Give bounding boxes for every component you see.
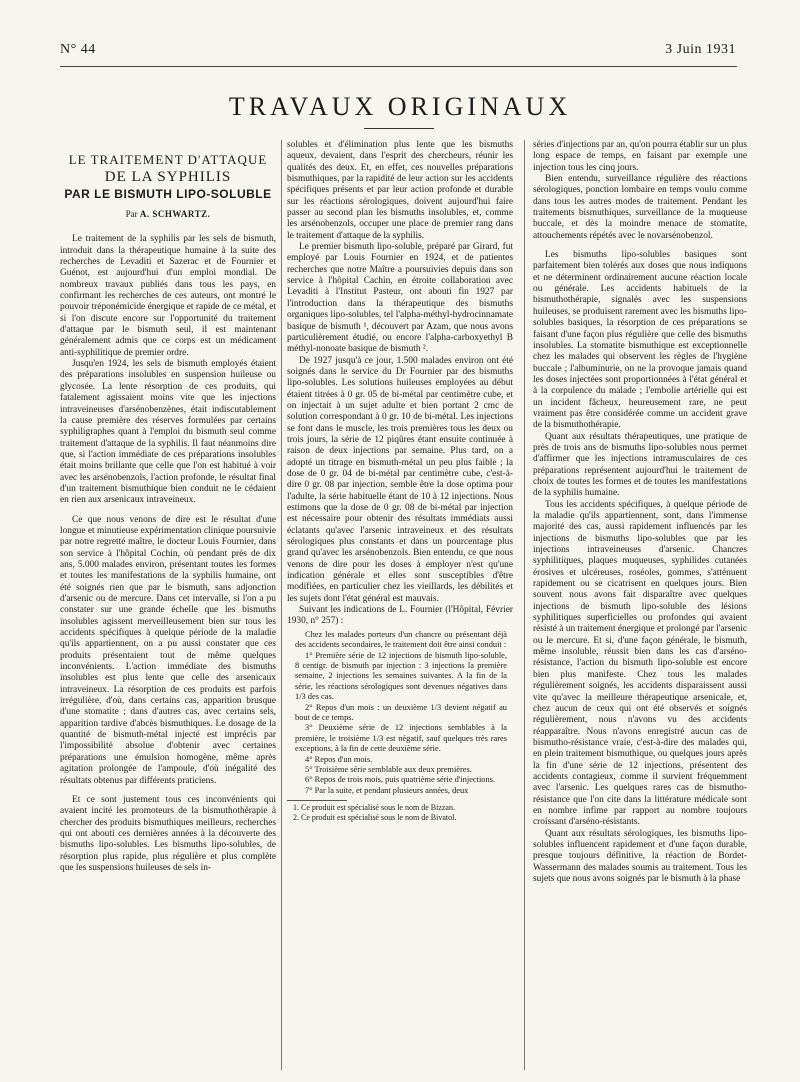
protocol-item: Chez les malades porteurs d'un chancre ou présentant déjà des accidents secondaires, le traitement doit être ainsi conduit : <box>295 629 507 650</box>
protocol-item: 5° Troisième série semblable aux deux premières. <box>305 765 472 775</box>
paragraph: Bien entendu, surveillance régulière des réactions sérologiques, ponction lombaire en temps voulu comme dans tous les autres modes de traitement. Pendant les traitements bismuthiques, surveillance de la muqueuse buccale, et dès la moindre menace de stomatite, attouchements répétés avec le novarsénobenzol. <box>533 174 747 241</box>
issue-number: N° 44 <box>60 42 96 57</box>
article-title-line1: LE TRAITEMENT D'ATTAQUE <box>68 152 268 167</box>
paragraph: De 1927 jusqu'à ce jour, 1.500 malades environ ont été soignés dans le service du Dr Fournier par des bismuths lipo-solubles. Les solutions huileuses employées au début étaient titrées à 0 gr. 05 de bi-métal par centimètre cube, et on injectait à un sujet adulte et bien portant 2 cmc de solution correspondant à 0 gr. 10 de bi-métal. Les injections se font dans le muscle, les trois premières tous les deux ou trois jours, la série de 12 piqûres étant ensuite continuée à raison de deux injections par semaine. Plus tard, on a adopté un titrage en bismuth-métal un peu plus faible ; la dose de 0 gr. 04 de bi-métal par centimètre cube, c'est-à-dire 0 gr. 08 par injection, semble être la dose optima pour l'adulte, la série habituelle étant de 10 à 12 injections. Nous estimons que la dose de 0 gr. 08 de bi-métal par injection est nécessaire pour obtenir des résultats immédiats aussi éclatants qu'avec l'arsenic intraveineux et des résultats sérologiques plus constants et dans un pourcentage plus grand qu'avec les arsénobenzols. Bien entendu, ce que nous venons de dire pour les doses à employer n'est qu'une indication générale et elles sont susceptibles d'être modifiées, en particulier chez les vieillards, les débilités et les sujets dont l'état général est mauvais. <box>287 355 513 604</box>
protocol-item: 6° Repos de trois mois, puis quatrième série d'injections. <box>305 775 496 785</box>
byline <box>60 209 276 220</box>
treatment-protocol <box>287 628 513 797</box>
footnote: 2. Ce produit est spécialisé sous le nom de Bivatol. <box>293 813 457 823</box>
paragraph: Et ce sont justement tous ces inconvénients qui avaient incité les promoteurs de la bismuthothérapie à chercher des produits bismuthiques meilleurs, recherches qui ont abouti ces dernières années à la découverte des bismuths lipo-solubles. Les bismuths lipo-solubles, de résorption plus rapide, plus régulière et plus complète que les suspensions huileuses de sels in- <box>60 794 276 873</box>
article-title-line3: PAR LE BISMUTH LIPO-SOLUBLE <box>64 187 272 201</box>
article-title <box>60 152 276 203</box>
protocol-item: 1° Première série de 12 injections de bismuth lipo-soluble, 8 centigr. de bismuth par injection : 3 injections la première semaine, 2 injections les semaines suivantes. A la fin de la série, les réactions sérologiques sont devenues négatives dans 1/3 des cas. <box>295 650 507 702</box>
author-name: A. SCHWARTZ. <box>139 209 211 219</box>
column-divider <box>524 140 525 1070</box>
protocol-item: 4° Repos d'un mois. <box>305 754 373 764</box>
header-rule <box>60 66 737 67</box>
protocol-item: 3° Deuxième série de 12 injections semblables à la première, le troisième 1/3 est négatif, sauf quelques très rares exceptions, à la fin de cette deuxième série. <box>295 723 507 754</box>
paragraph: Tous les accidents spécifiques, à quelque période de la maladie qu'ils appartiennent, sont, dans l'immense majorité des cas, aussi rapidement influencés par les injections de bismuths lipo-solubles que par les injections intraveineuses d'arsenic. Chancres syphilitiques, plaques muqueuses, syphilides cutanées érosives et ulcéreuses, roséoles, gommes, s'atténuent rapidement ou se cicatrisent en quelques jours. Bien souvent nous avons fait disparaître avec quelques injections de bismuth lipo-soluble des lésions syphilitiques superficielles ou profondes qui avaient résisté à un traitement énergique et prolongé par l'arsenic ou le mercure. Et si, d'une façon générale, le bismuth, même insoluble, réussit bien dans les cas d'arséno-résistance, l'action du bismuth lipo-soluble est encore bien plus manifeste. Chez tous les malades régulièrement soignés, les accidents disparaissent aussi vite qu'avec la meilleure thérapeutique arsenicale, et, chez aucun de ceux qui ont été observés et soignés régulièrement, nous n'avons vu des accidents réapparaître. Nous n'avons enregistré aucun cas de bismutho-résistance vraie, c'est-à-dire des malades qui, en plein traitement bismuthique, ou quelques jours après la fin d'une série de 12 injections, présentent des accidents contagieux, comme il survient fréquemment avec l'arsenic. Les quelques rares cas de bismutho-résistance que l'on cite dans la littérature médicale sont en nombre infime par rapport au nombre toujours croissant d'arséno-résistants. <box>533 499 747 828</box>
column-2 <box>287 140 513 823</box>
column-1 <box>60 140 276 874</box>
article-title-line2: DE LA SYPHILIS <box>104 169 232 185</box>
paragraph: Jusqu'en 1924, les sels de bismuth employés étaient des préparations insolubles en suspension huileuse ou glycosée. La lente résorption de ces produits, qui fatalement agissaient moins vite que les injections intraveineuses d'arsénobenzènes, était indiscutablement la cause première des réserves formulées par certains syphiligraphes quant à l'emploi du bismuth seul comme traitement d'attaque de la syphilis. Il faut néanmoins dire que, si l'action immédiate de ces préparations insolubles était moins brillante que celle que l'on est habitué à voir avec les arsénobenzols, l'action profonde, le résultat final d'un traitement bismuthique bien conduit ne le cédaient en rien aux arsenicaux intraveineux. <box>60 359 276 506</box>
paragraph: séries d'injections par an, qu'on pourra établir sur un plus long espace de temps, en faisant par exemple une injection tous les cinq jours. <box>533 140 747 173</box>
protocol-item: 7° Par la suite, et pendant plusieurs années, deux <box>305 785 469 795</box>
paragraph: Quant aux résultats thérapeutiques, une pratique de près de trois ans de bismuths lipo-solubles nous permet d'affirmer que les injections intramusculaires de ces préparations représentent aujourd'hui le traitement de choix de toutes les formes et de toutes les manifestations de la syphilis humaine. <box>533 431 747 499</box>
footnote-rule <box>287 800 347 801</box>
title-rule <box>364 128 434 129</box>
issue-date: 3 Juin 1931 <box>665 42 736 57</box>
paragraph: solubles et d'élimination plus lente que les bismuths aqueux, devaient, dans l'esprit des chercheurs, réunir les qualités des deux. Et, en effet, ces nouvelles préparations bismuthiques, par la rapidité de leur action sur les accidents spécifiques présents et par leur action profonde et durable sur les réactions sérologiques, doivent aujourd'hui faire passer au second plan les bismuths insolubles, et, comme les arsénobenzols, occuper une place de premier rang dans le traitement d'attaque de la syphilis. <box>287 140 513 241</box>
section-title: TRAVAUX ORIGINAUX <box>228 92 572 121</box>
footnote: 1. Ce produit est spécialisé sous le nom de Bizzan. <box>293 803 455 813</box>
paragraph: Ce que nous venons de dire est le résultat d'une longue et minutieuse expérimentation clinique poursuivie par notre regretté maître, le docteur Louis Fournier, dans son service à l'hôpital Cochin, où pendant près de dix ans, 5.000 malades environ, présentant toutes les formes et toutes les manifestations de la syphilis humaine, ont été soignés rien que par le bismuth, sans adjonction d'arsenic ou de mercure. Dans cet intervalle, si l'on a pu constater sur une grande échelle que les bismuths insolubles agissent merveilleusement bien sur tous les accidents spécifiques à quelque période de la maladie qu'ils appartiennent, on a pu aussi constater que ces produits présentaient tout de même quelques inconvénients. L'action immédiate des bismuths insolubles est plus lente que celle des arsenicaux intraveineux. La résorption de ces produits est parfois irrégulière, d'où, dans certains cas, apparition brusque d'une stomatite ; dans d'autres cas, avec certains sels, apparition tardive d'abcès bismuthiques. Le dosage de la quantité de bismuth-métal injecté est imprécis par l'impossibilité absolue d'obtenir avec certaines préparations une émulsion homogène, même après agitation prolongée de l'ampoule, d'où inégalité des résultats obtenus par différents praticiens. <box>60 514 276 786</box>
byline-prefix: Par <box>125 209 138 219</box>
paragraph: Quant aux résultats sérologiques, les bismuths lipo-solubles influencent rapidement et d'une façon durable, presque toujours définitive, la réaction de Bordet-Wassermann des malades soumis au traitement. Tous les sujets que nous avons soignés par le bismuth à la phase <box>533 828 747 884</box>
paragraph: Le premier bismuth lipo-soluble, préparé par Girard, fut employé par Louis Fournier en 1924, et de patientes recherches que notre Maître a poursuivies depuis dans son service à l'hôpital Cachin, en étroite collaboration avec Levaditi à l'Institut Pasteur, ont abouti fin 1927 par l'introduction dans la thérapeutique des bismuths organiques lipo-solubles, tel l'alpha-méthyl-hydrocinnamate basique de bismuth ¹, découvert par Azam, que nous avons particulièrement étudié, ou encore l'alpha-carboxyethyl B méthyl-nonoate basique de bismuth ². <box>287 242 513 355</box>
protocol-item: 2° Repos d'un mois : un deuxième 1/3 devient négatif au bout de ce temps. <box>295 702 507 723</box>
column-divider <box>281 140 282 1070</box>
paragraph: Les bismuths lipo-solubles basiques sont parfaitement bien tolérés aux doses que nous indiquons et ne déterminent ordinairement aucune réaction locale ou générale. Les accidents habituels de la bismuthothérapie, signalés avec les suspensions huileuses, se produisent rarement avec les bismuths lipo-solubles basiques, la résorption de ces préparations se faisant d'une façon plus régulière que celle des bismuths insolubles. La stomatite bismuthique est exceptionnelle chez les malades qui observent les règles de l'hygiène buccale ; l'albuminurie, on ne la provoque jamais quand les doses injectées sont proportionnées à l'état général et à la corpulence du malade ; l'embolie artérielle qui est un incident fâcheux, heureusement rare, ne peut vraiment pas être considérée comme un accident grave de la bismuthothérapie. <box>533 250 747 431</box>
paragraph: Suivant les indications de L. Fournier (l'Hôpital, Février 1930, n° 257) : <box>287 605 513 627</box>
column-3 <box>533 140 747 885</box>
paragraph: Le traitement de la syphilis par les sels de bismuth, introduit dans la thérapeutique humaine à la suite des recherches de Levaditi et Sazerac et de Fournier et Guénot, est aujourd'hui d'un emploi mondial. De nombreux travaux publiés dans tous les pays, en confirmant les recherches de ces auteurs, ont montré le pouvoir tréponémicide énergique et rapide de ce métal, et si l'on discute encore sur l'opportunité du traitement d'attaque par le bismuth seul, il est maintenant généralement admis que ce corps est un médicament anti-syphilitique de premier ordre. <box>60 234 276 358</box>
